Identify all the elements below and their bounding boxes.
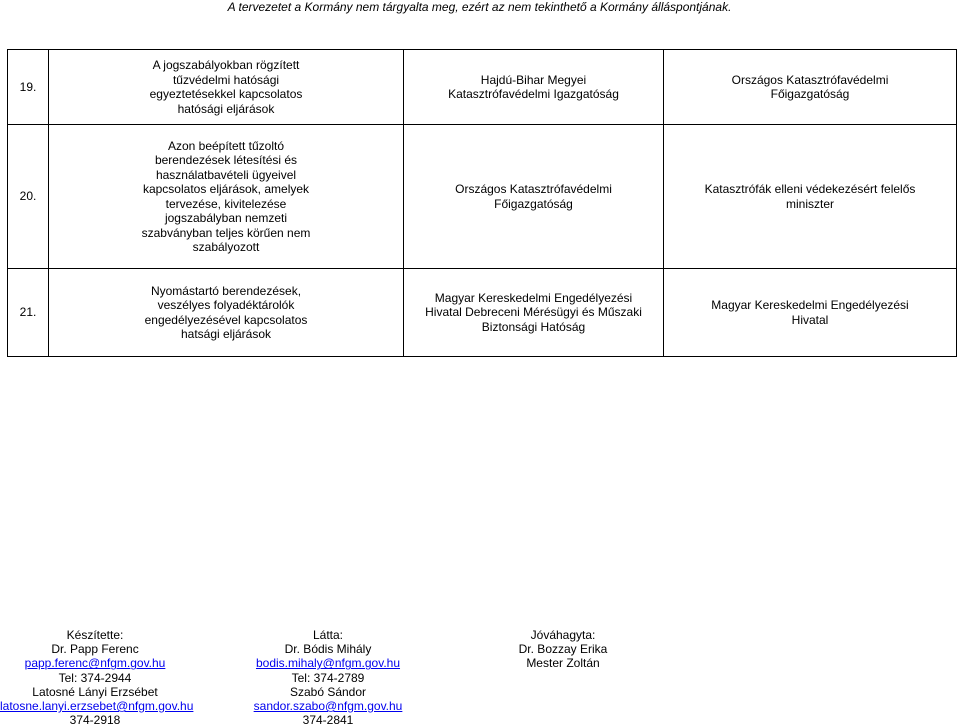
second-instance-text: Magyar Kereskedelmi Engedélyezési Hivatal bbox=[711, 298, 909, 327]
prepared-by-block bbox=[0, 628, 194, 727]
seen-phone-2: 374-2841 bbox=[302, 713, 354, 727]
second-instance-cell bbox=[664, 125, 957, 269]
prepared-name-2: Latosné Lányi Erzsébet bbox=[32, 684, 158, 699]
second-instance-cell bbox=[664, 50, 957, 125]
table-row bbox=[8, 50, 957, 125]
second-instance-text: Katasztrófák elleni védekezésért felelős miniszter bbox=[704, 182, 916, 211]
first-instance-cell bbox=[404, 50, 664, 125]
first-instance-text: Hajdú-Bihar Megyei Katasztrófavédelmi Igazgatóság bbox=[448, 72, 619, 101]
first-instance-text: Magyar Kereskedelmi Engedélyezési Hivatal Debreceni Mérésügyi és Műszaki Biztonsági Hatóság bbox=[425, 290, 642, 334]
seen-by-block bbox=[233, 628, 423, 727]
prepared-label: Készítette: bbox=[66, 628, 124, 642]
procedure-cell bbox=[49, 50, 404, 125]
table-row bbox=[8, 269, 957, 357]
procedure-text: Azon beépített tűzoltó berendezések létesítési és használatbavételi ügyeivel kapcsolatos eljárások, amelyek tervezése, kivitelezése jogszabályban nemzeti szabványban teljes körűen nem szabályozott bbox=[141, 138, 311, 254]
row-number: 21. bbox=[8, 269, 49, 357]
seen-email-2-link[interactable]: sandor.szabo@nfgm.gov.hu bbox=[253, 699, 403, 714]
prepared-phone-1: Tel: 374-2944 bbox=[58, 670, 132, 685]
second-instance-cell bbox=[664, 269, 957, 357]
seen-label: Látta: bbox=[312, 628, 344, 642]
prepared-email-1-link[interactable]: papp.ferenc@nfgm.gov.hu bbox=[24, 656, 166, 671]
prepared-email-2-link[interactable]: latosne.lanyi.erzsebet@nfgm.gov.hu bbox=[0, 699, 194, 714]
table-row bbox=[8, 125, 957, 269]
second-instance-text: Országos Katasztrófavédelmi Főigazgatóság bbox=[731, 72, 889, 101]
approved-name-2: Mester Zoltán bbox=[526, 656, 600, 671]
procedure-text: Nyomástartó berendezések, veszélyes folyadéktárolók engedélyezésével kapcsolatos hatsági eljárások bbox=[144, 283, 308, 341]
first-instance-cell bbox=[404, 269, 664, 357]
procedures-table bbox=[7, 49, 957, 357]
first-instance-text: Országos Katasztrófavédelmi Főigazgatóság bbox=[455, 182, 612, 211]
draft-notice: A tervezetet a Kormány nem tárgyalta meg, ezért az nem tekinthető a Kormány álláspontjának. bbox=[227, 0, 732, 14]
procedure-cell bbox=[49, 269, 404, 357]
seen-email-1-link[interactable]: bodis.mihaly@nfgm.gov.hu bbox=[255, 656, 401, 671]
row-number: 19. bbox=[8, 50, 49, 125]
approved-name-1: Dr. Bozzay Erika bbox=[518, 642, 608, 657]
seen-phone-1: Tel: 374-2789 bbox=[291, 670, 365, 685]
row-number: 20. bbox=[8, 125, 49, 269]
procedure-cell bbox=[49, 125, 404, 269]
prepared-phone-2: 374-2918 bbox=[69, 713, 121, 727]
seen-name-1: Dr. Bódis Mihály bbox=[284, 642, 372, 657]
procedure-text: A jogszabályokban rögzített tűzvédelmi hatósági egyeztetésekkel kapcsolatos hatósági eljárások bbox=[149, 58, 303, 116]
approved-by-block bbox=[493, 628, 633, 671]
approved-label: Jóváhagyta: bbox=[530, 628, 596, 642]
prepared-name-1: Dr. Papp Ferenc bbox=[51, 642, 139, 657]
seen-name-2: Szabó Sándor bbox=[289, 684, 367, 699]
first-instance-cell bbox=[404, 125, 664, 269]
